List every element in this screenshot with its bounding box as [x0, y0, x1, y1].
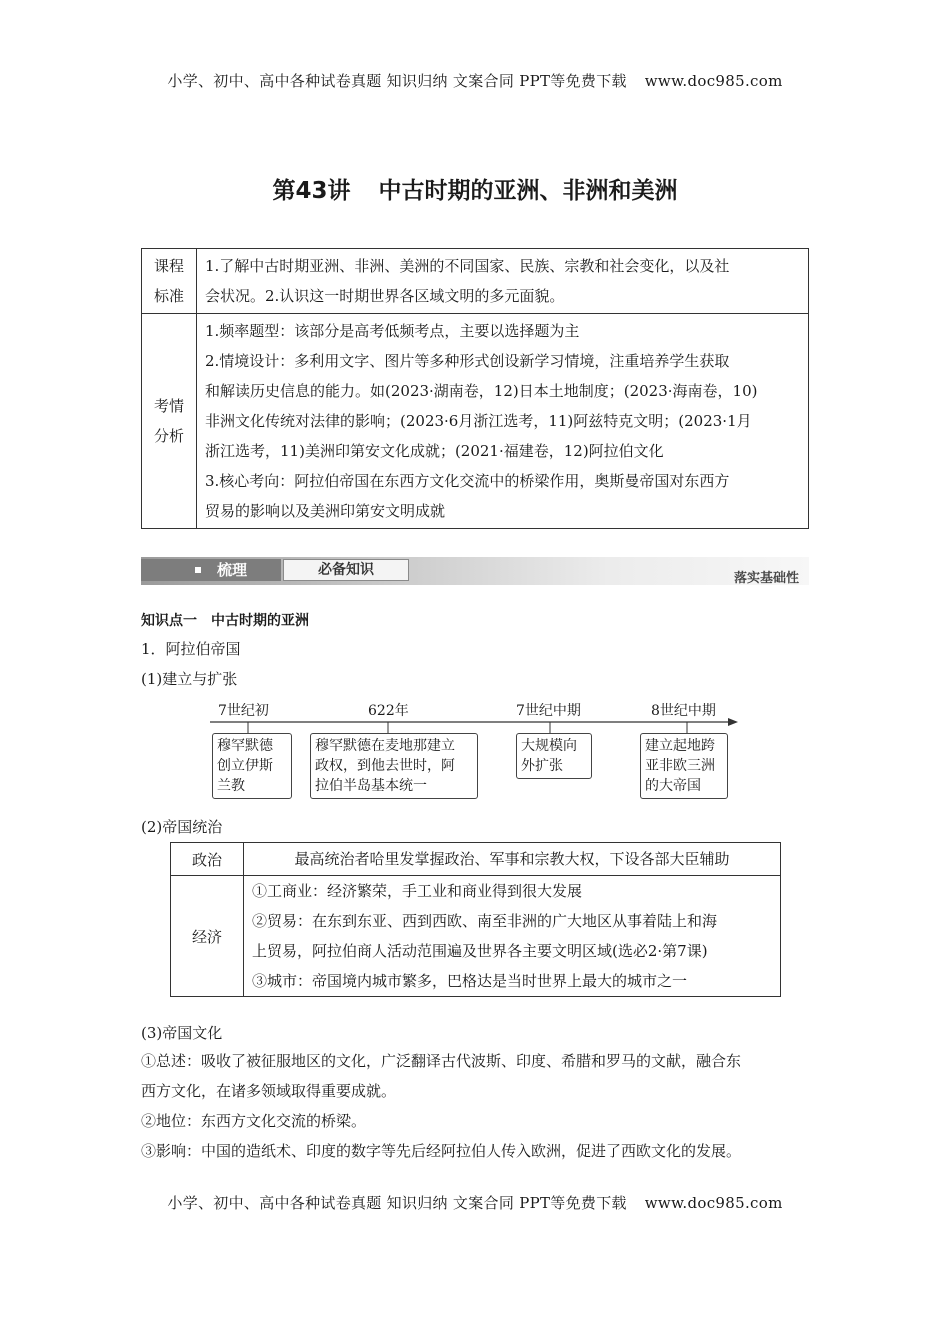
timeline-event-box: 穆罕默德在麦地那建立 政权，到他去世时，阿 拉伯半岛基本统一	[310, 733, 478, 799]
economy-label: 经济	[171, 876, 244, 997]
curriculum-standard-row	[142, 249, 809, 314]
subheading-arab-empire: 1．阿拉伯帝国	[141, 640, 241, 658]
timeline-event-box: 大规模向 外扩张	[516, 733, 592, 779]
timeline-label-mid-7th: 7世纪中期	[516, 703, 581, 719]
lecture-number: 第43讲	[272, 178, 351, 204]
header-site-link[interactable]: www.doc985.com	[644, 72, 783, 90]
empire-rule-table	[170, 842, 781, 997]
politics-text: 最高统治者哈里发掌握政治、军事和宗教大权，下设各部大臣辅助	[244, 843, 781, 876]
section-tab-review: 梳理	[141, 559, 281, 581]
timeline-event-box: 建立起地跨 亚非欧三洲 的大帝国	[640, 733, 728, 799]
header-text: 小学、初中、高中各种试卷真题 知识归纳 文案合同 PPT等免费下载	[167, 72, 627, 90]
exam-analysis-row	[142, 314, 809, 529]
footer-site-link[interactable]: www.doc985.com	[644, 1194, 783, 1212]
culture-paragraph: ①总述：吸收了被征服地区的文化，广泛翻译古代波斯、印度、希腊和罗马的文献，融合东 西方文化，在诸多领域取得重要成就。 ②地位：东西方文化交流的桥梁。 ③影响：中国的造纸术、印度的数字等先后经阿拉伯人传入欧洲，促进了西欧文化的发展。	[141, 1052, 742, 1160]
timeline-event-box: 穆罕默德 创立伊斯 兰教	[212, 733, 292, 799]
timeline-label-mid-8th: 8世纪中期	[651, 703, 716, 719]
economy-text: ①工商业：经济繁荣，手工业和商业得到很大发展 ②贸易：在东到东亚、西到西欧、南至非洲的广大地区从事着陆上和海 上贸易，阿拉伯商人活动范围遍及世界各主要文明区域(选必2·第7课) ③城市：帝国境内城市繁多，巴格达是当时世界上最大的城市之一	[244, 876, 781, 997]
timeline-label-early-7th: 7世纪初	[218, 703, 269, 719]
exam-analysis-label: 考情 分析	[142, 314, 197, 529]
page-header	[0, 70, 950, 91]
page-title	[0, 172, 950, 205]
economy-row	[171, 876, 781, 997]
exam-analysis-text: 1.频率题型：该部分是高考低频考点，主要以选择题为主 2.情境设计：多利用文字、图片等多种形式创设新学习情境，注重培养学生获取 和解读历史信息的能力。如(2023·湖南卷，12)日本土地制度；(2023·海南卷，10) 非洲文化传统对法律的影响；(2023·6月浙江选考，11)阿兹特克文明；(2023·1月 浙江选考，11)美洲印第安文化成就；(2021·福建卷，12)阿拉伯文化 3.核心考向：阿拉伯帝国在东西方文化交流中的桥梁作用，奥斯曼帝国对东西方 贸易的影响以及美洲印第安文明成就	[197, 314, 809, 529]
curriculum-table	[141, 248, 809, 529]
section-tab-essential-knowledge: 必备知识	[283, 559, 409, 581]
curriculum-standard-label: 课程 标准	[142, 249, 197, 314]
timeline	[200, 700, 745, 805]
section-banner-subtitle: 落实基础性	[733, 571, 799, 586]
politics-label: 政治	[171, 843, 244, 876]
timeline-label-622: 622年	[368, 703, 409, 719]
square-bullet-icon	[195, 567, 201, 573]
lecture-topic: 中古时期的亚洲、非洲和美洲	[378, 178, 678, 204]
subheading-establishment: (1)建立与扩张	[141, 670, 238, 688]
subheading-empire-culture: (3)帝国文化	[141, 1024, 223, 1042]
section-banner	[141, 557, 809, 585]
footer-text: 小学、初中、高中各种试卷真题 知识归纳 文案合同 PPT等免费下载	[167, 1194, 627, 1212]
subheading-empire-rule: (2)帝国统治	[141, 818, 223, 836]
politics-row	[171, 843, 781, 876]
knowledge-point-heading: 知识点一 中古时期的亚洲	[141, 613, 309, 629]
page-footer	[0, 1192, 950, 1213]
curriculum-standard-text: 1.了解中古时期亚洲、非洲、美洲的不同国家、民族、宗教和社会变化，以及社 会状况。2.认识这一时期世界各区域文明的多元面貌。	[197, 249, 809, 314]
